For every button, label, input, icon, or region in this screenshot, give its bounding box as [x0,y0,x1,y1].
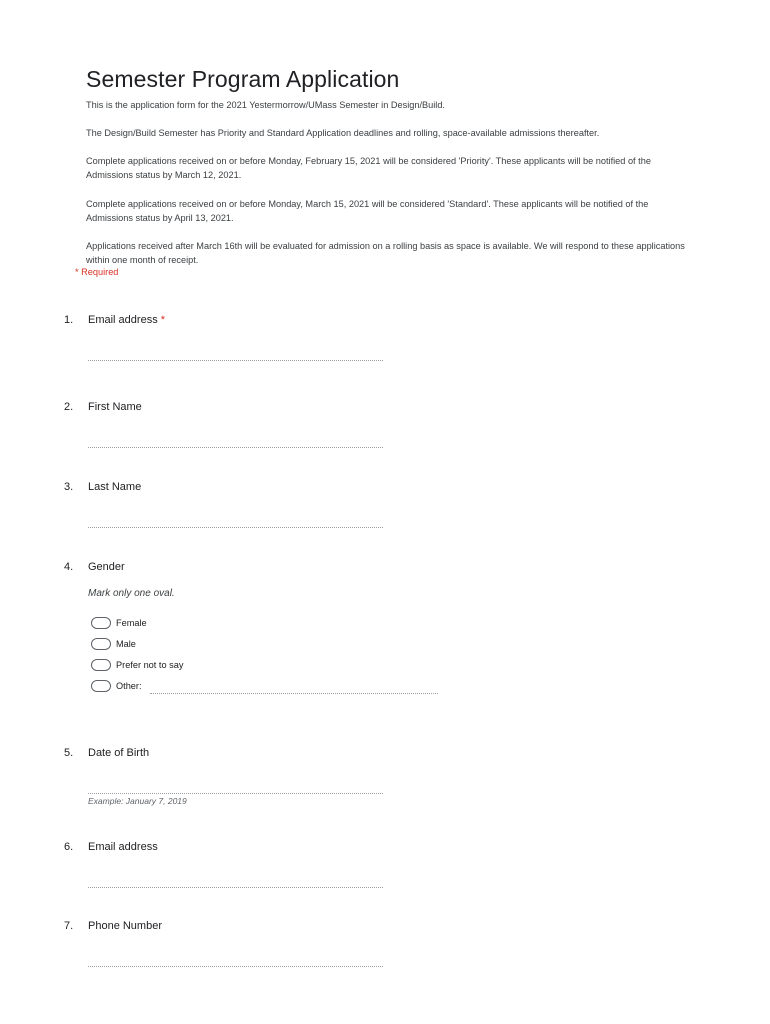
question-number: 4. [64,561,74,573]
option-label: Male [116,639,136,649]
radio-option-other[interactable] [91,679,142,693]
intro-paragraph: Complete applications received on or before Monday, February 15, 2021 will be considered 'Priority'. These applicants will be notified of the Admissions status by March 12, 2021. [86,156,651,180]
question-number: 7. [64,920,74,932]
date-of-birth-field[interactable] [88,793,383,794]
radio-option-female[interactable] [91,616,147,630]
radio-option-male[interactable] [91,637,136,651]
question-label-text: Email address [88,314,158,326]
radio-oval-icon[interactable] [91,680,111,692]
question-number: 2. [64,401,74,413]
required-note: * Required [75,267,119,277]
phone-number-field[interactable] [88,966,383,967]
question-label [88,314,165,326]
date-example-hint: Example: January 7, 2019 [88,796,187,806]
radio-oval-icon[interactable] [91,617,111,629]
required-asterisk: * [160,314,166,326]
intro-paragraph: Applications received after March 16th will be evaluated for admission on a rolling basis as space is available. We will respond to these applications within one month of receipt. [86,241,685,265]
question-number: 5. [64,747,74,759]
question-number: 1. [64,314,74,326]
radio-option-prefer-not-to-say[interactable] [91,658,183,672]
question-label: Date of Birth [88,747,150,759]
option-label: Other: [116,681,142,691]
other-text-field[interactable] [150,693,438,694]
question-instruction: Mark only one oval. [88,588,175,599]
email-field[interactable] [88,360,383,361]
intro-paragraph: The Design/Build Semester has Priority and Standard Application deadlines and rolling, space-available admissions thereafter. [86,128,600,138]
question-label: Phone Number [88,920,162,932]
option-label: Prefer not to say [116,660,184,670]
question-number: 6. [64,841,74,853]
option-label: Female [116,618,147,628]
intro-paragraph: Complete applications received on or before Monday, March 15, 2021 will be considered 'Standard'. These applicants will be notified of the Admissions status by April 13, 2021. [86,199,649,223]
question-label: Gender [88,561,125,573]
email-field-secondary[interactable] [88,887,383,888]
question-label: First Name [88,401,142,413]
intro-paragraph: This is the application form for the 2021 Yestermorrow/UMass Semester in Design/Build. [86,100,445,110]
radio-oval-icon[interactable] [91,659,111,671]
radio-oval-icon[interactable] [91,638,111,650]
question-label: Email address [88,841,158,853]
form-title: Semester Program Application [86,66,400,92]
question-number: 3. [64,481,74,493]
first-name-field[interactable] [88,447,383,448]
last-name-field[interactable] [88,527,383,528]
question-label: Last Name [88,481,142,493]
